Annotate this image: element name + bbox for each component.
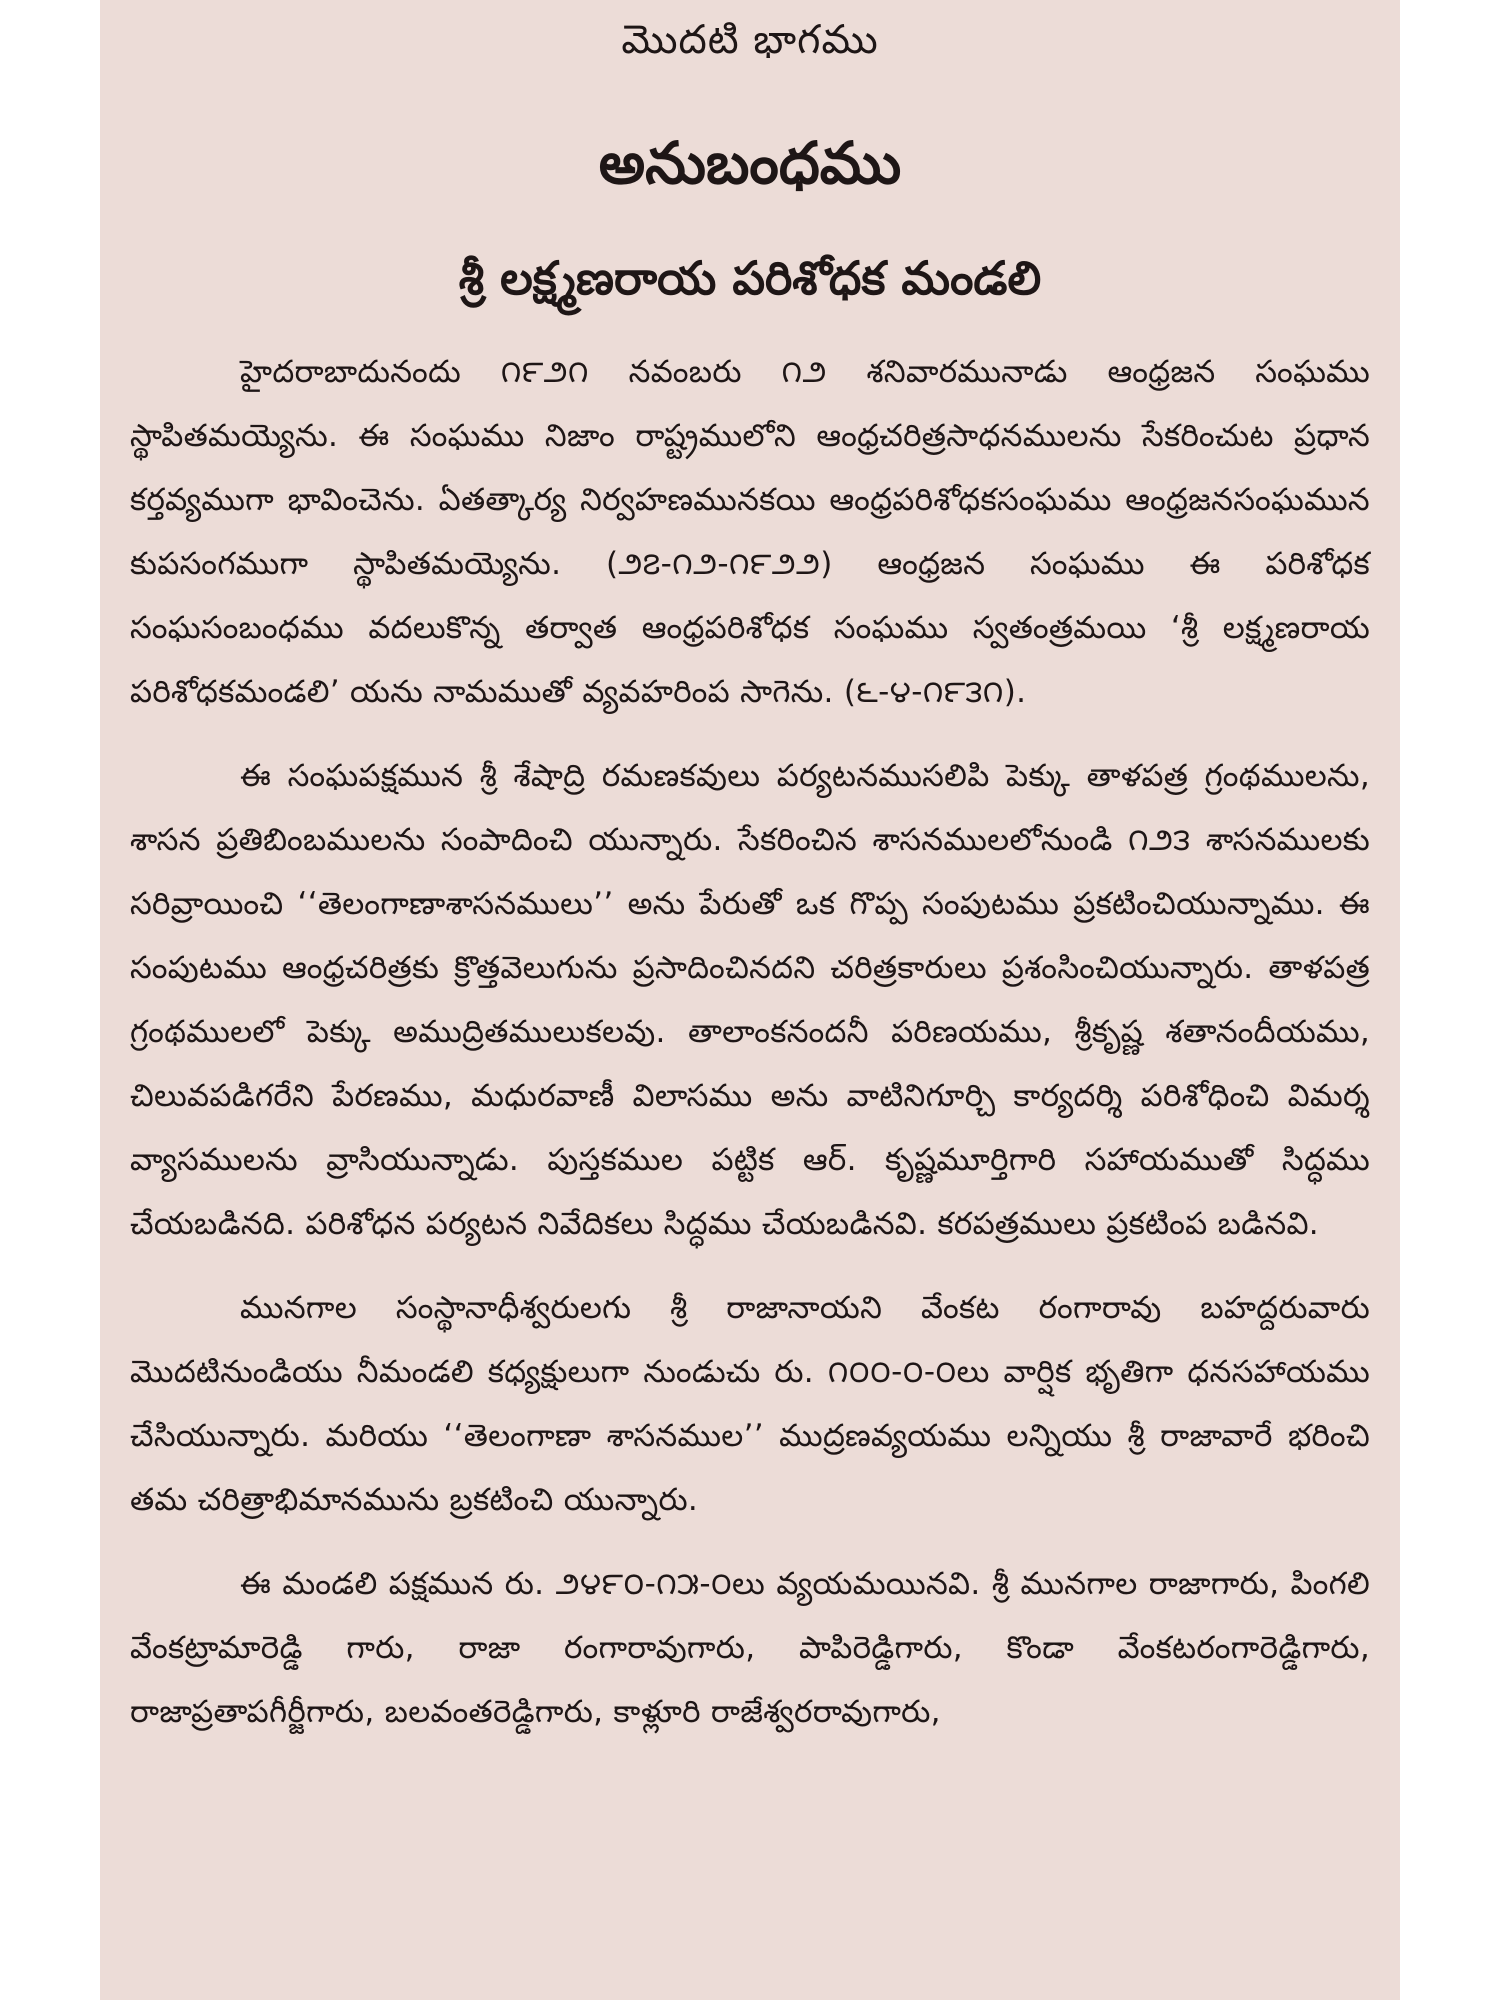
section-subtitle: శ్రీ లక్ష్మణరాయ పరిశోధక మండలి <box>458 251 1042 305</box>
paragraph-3: మునగాల సంస్థానాధీశ్వరులగు శ్రీ రాజానాయని వేంకట రంగారావు బహద్దరువారు మొదటినుండియు నీమండలి కధ్యక్షులుగా నుండుచు రు. ౧౦౦-౦-౦లు వార్షిక భృతిగా ధనసహాయము చేసియున్నారు. మరియు ‘‘తెలంగాణా శాసనముల’’ ముద్రణవ్యయము లన్నియు శ్రీ రాజావారే భరించి తమ చరిత్రాభిమానమును బ్రకటించి యున్నారు. <box>130 1290 1370 1518</box>
paragraph-1: హైదరాబాదునందు ౧౯౨౧ నవంబరు ౧౨ శనివారమునాడు ఆంధ్రజన సంఘము స్థాపితమయ్యెను. ఈ సంఘము నిజాం రాష్ట్రములోని ఆంధ్రచరిత్రసాధనములను సేకరించుట ప్రధాన కర్తవ్యముగా భావించెను. ఏతత్కార్య నిర్వహణమునకయి ఆంధ్రపరిశోధకసంఘము ఆంధ్రజనసంఘమున కుపసంగముగా స్థాపితమయ్యెను. (౨౭-౧౨-౧౯౨౨) ఆంధ్రజన సంఘము ఈ పరిశోధక సంఘసంబంధము వదలుకొన్న తర్వాత ఆంధ్రపరిశోధక సంఘము స్వతంత్రమయి ‘శ్రీ లక్ష్మణరాయ పరిశోధకమండలి’ యను నామముతో వ్యవహరింప సాగెను. (౬-౪-౧౯౩౧). <box>130 354 1370 710</box>
paragraph-2: ఈ సంఘపక్షమున శ్రీ శేషాద్రి రమణకవులు పర్యటనముసలిపి పెక్కు తాళపత్ర గ్రంథములను, శాసన ప్రతిబింబములను సంపాదించి యున్నారు. సేకరించిన శాసనములలోనుండి ౧౨౩ శాసనములకు సరివ్రాయించి ‘‘తెలంగాణాశాసనములు’’ అను పేరుతో ఒక గొప్ప సంపుటము ప్రకటించియున్నాము. ఈ సంపుటము ఆంధ్రచరిత్రకు క్రొత్తవెలుగును ప్రసాదించినదని చరిత్రకారులు ప్రశంసించియున్నారు. తాళపత్ర గ్రంథములలో పెక్కు అముద్రితములుకలవు. తాలాంకనందనీ పరిణయము, శ్రీకృష్ణ శతానందీయము, చిలువపడిగరేని పేరణము, మధురవాణీ విలాసము అను వాటినిగూర్చి కార్యదర్శి పరిశోధించి విమర్శ వ్యాసములను వ్రాసియున్నాడు. పుస్తకముల పట్టిక ఆర్. కృష్ణమూర్తిగారి సహాయముతో సిద్ధము చేయబడినది. పరిశోధన పర్యటన నివేదికలు సిద్ధము చేయబడినవి. కరపత్రములు ప్రకటింప బడినవి. <box>130 758 1370 1242</box>
book-page <box>100 0 1400 2000</box>
page-title: అనుబంధము <box>598 129 902 197</box>
body-text <box>130 340 1370 1764</box>
paragraph-4: ఈ మండలి పక్షమున రు. ౨౪౯౦-౧౫-౦లు వ్యయమయినవి. శ్రీ మునగాల రాజాగారు, పింగలి వేంకట్రామారెడ్డి గారు, రాజా రంగారావుగారు, పాపిరెడ్డిగారు, కొండా వేంకటరంగారెడ్డిగారు, రాజాప్రతాపగీర్జీగారు, బలవంతరెడ్డిగారు, కాళ్లూరి రాజేశ్వరరావుగారు, <box>130 1566 1370 1730</box>
part-heading: మొదటి భాగము <box>621 17 879 63</box>
